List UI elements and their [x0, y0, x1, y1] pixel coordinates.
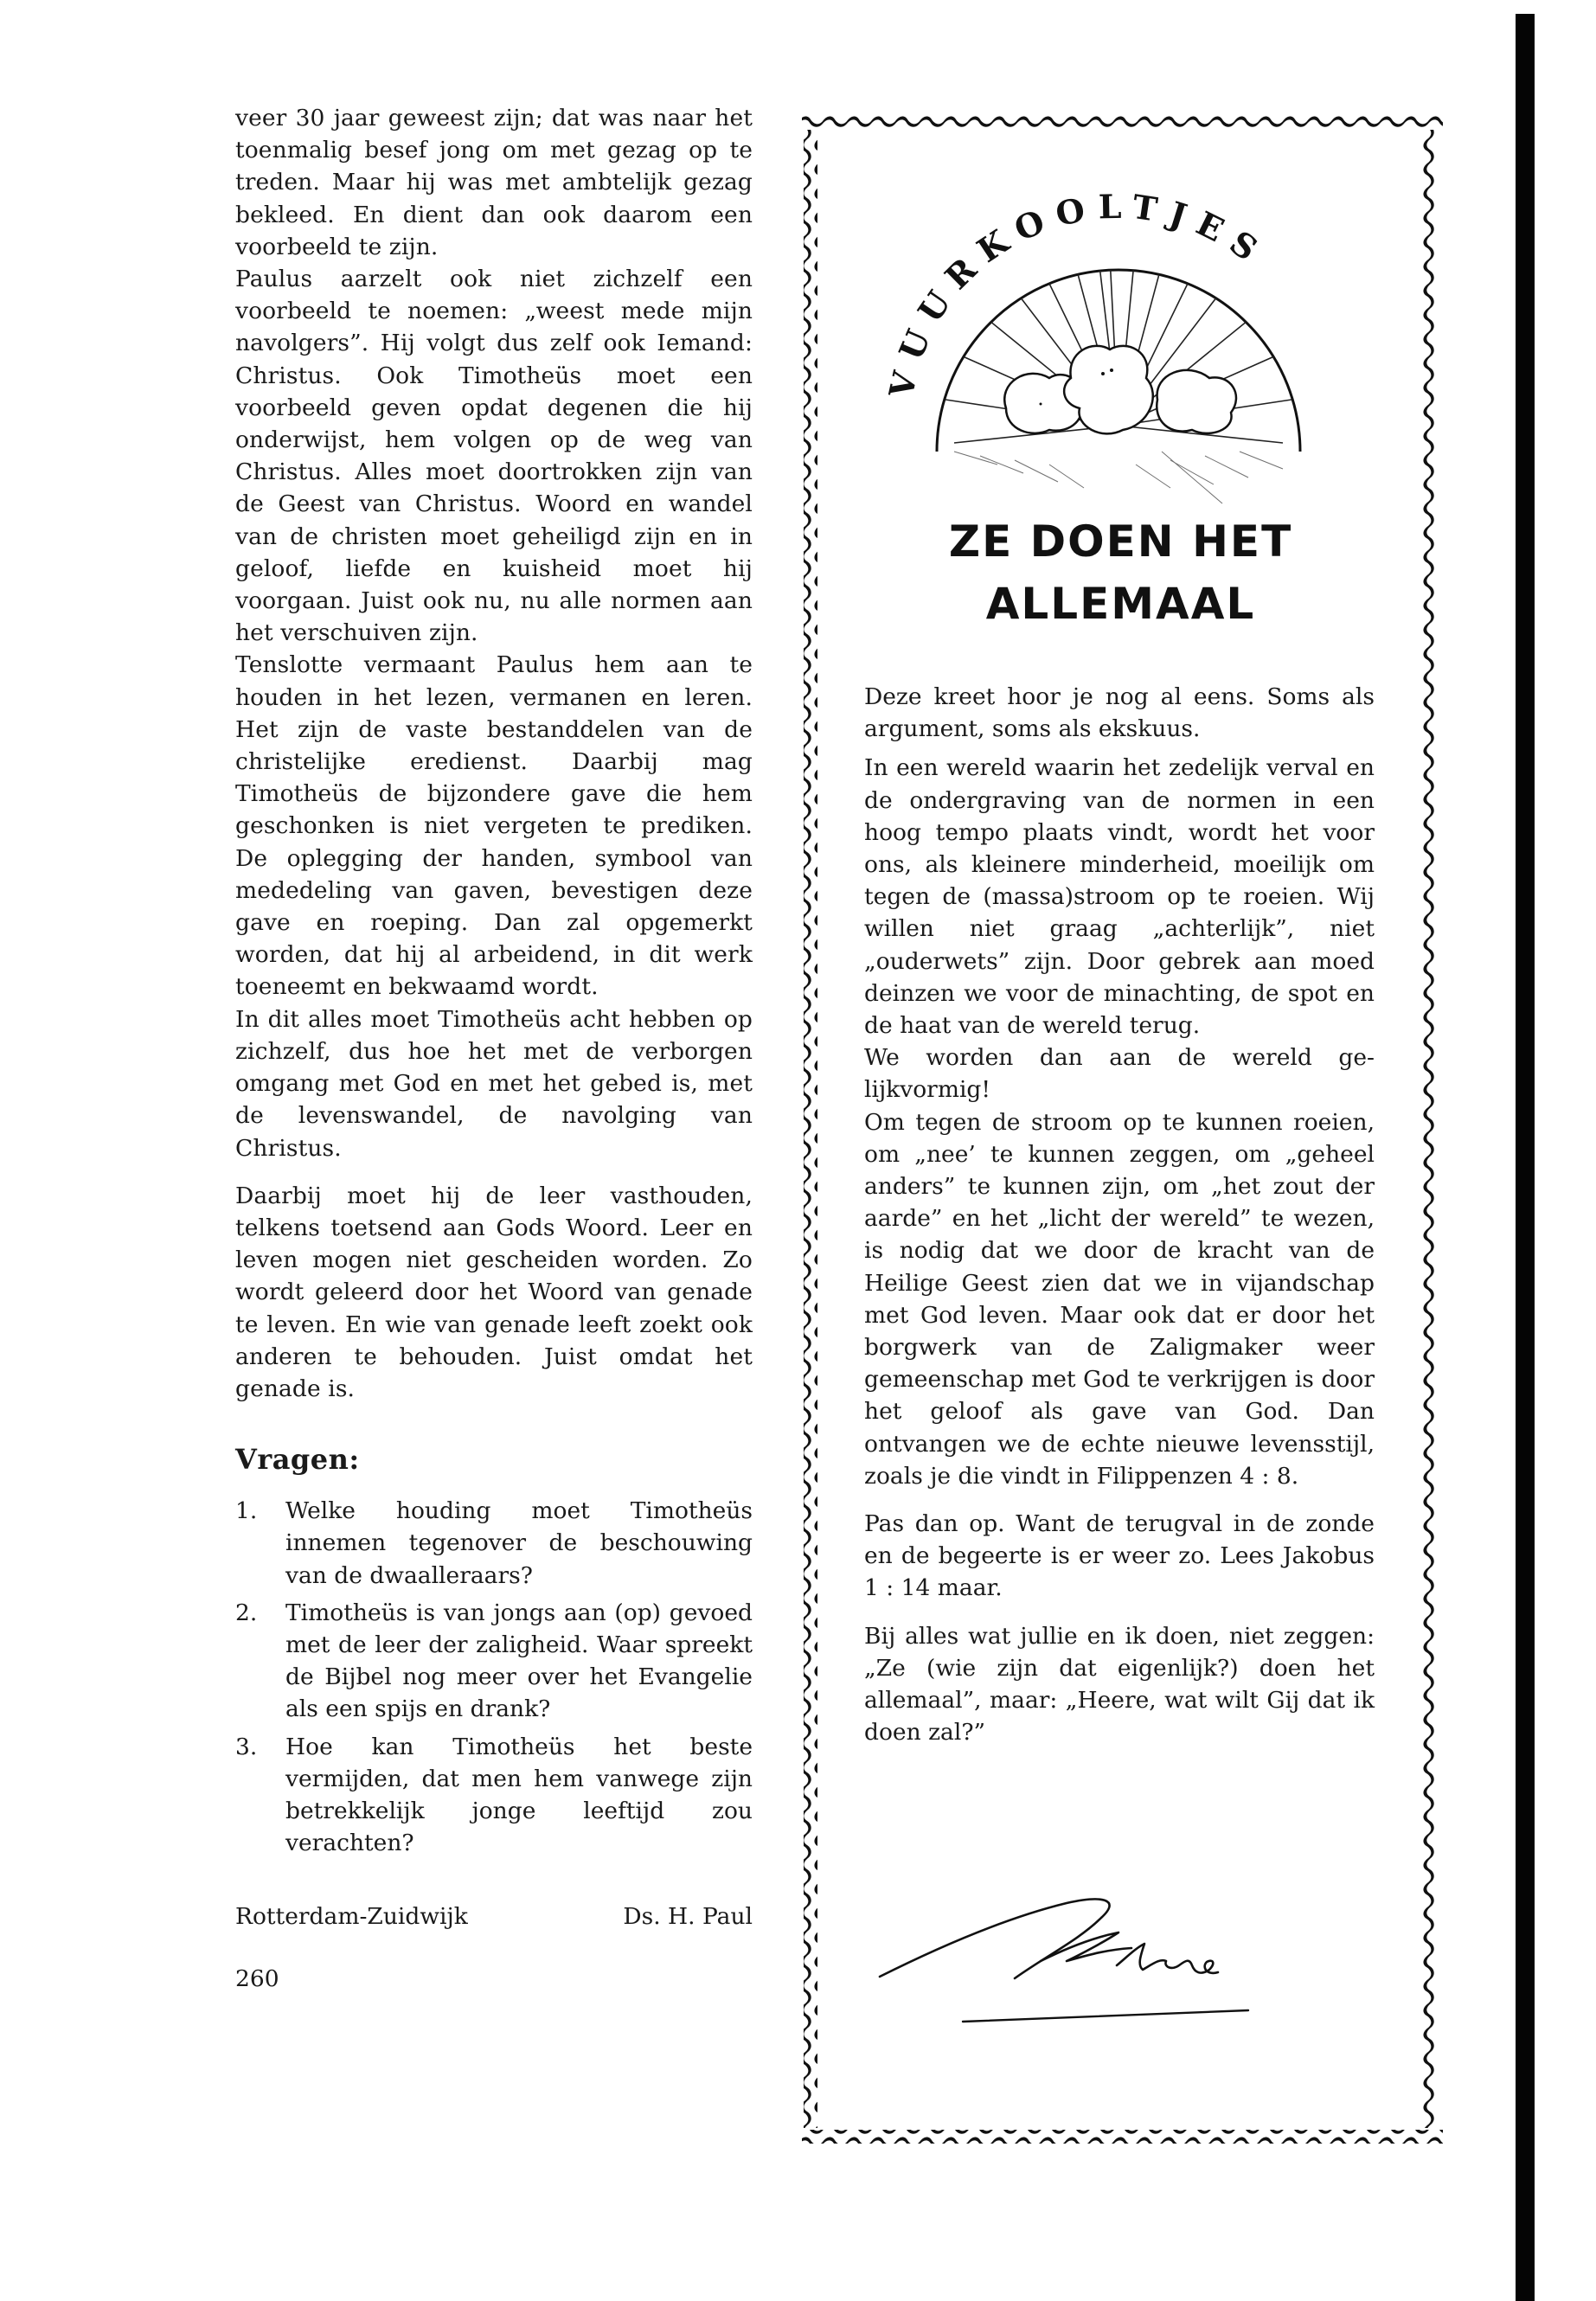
body-paragraph: Om tegen de stroom op te kunnen roeien, om „nee’ te kunnen zeggen, om „geheel anders” te kunnen zijn, om „het zout der aarde” en het „licht der wereld” te wezen, is nodig dat we door de kracht van de Heilige Geest zien dat we in vijandschap met God leven. Maar ook dat er door het borgwerk van de Zaligmaker weer gemeenschap met God te verkrijgen is door het geloof als gave van God. Dan ontvangen we de echte nieuwe levensstijl, zoals je die vindt in Filippenzen 4 : 8. [864, 1108, 1375, 1490]
right-body [864, 681, 1375, 1749]
body-paragraph: Paulus aarzelt ook niet zichzelf een voorbeeld te noemen: „weest mede mijn navolgers”. Hij volgt dus zelf ook Iemand: Christus. Ook Timotheüs moet een voorbeeld geven opdat degenen die hij onderwijst, hem volgen op de weg van Christus. Alles moet doortrokken zijn van de Geest van Christus. Woord en wandel van de christen moet geheiligd zijn en in geloof, liefde en kuisheid moet hij voorgaan. Juist ook nu, nu alle normen aan het verschuiven zijn. [235, 266, 753, 647]
question-item [235, 1495, 753, 1592]
questions-heading: Vragen: [235, 1443, 360, 1477]
body-paragraph: Daarbij moet hij de leer vasthouden, telkens toetsend aan Gods Woord. Leer en leven mogen niet gescheiden worden. Zo wordt geleerd door het Woord van genade te leven. En wie van genade leeft zoekt ook anderen te behouden. Juist omdat het genade is. [235, 1182, 753, 1402]
byline-place: Rotterdam-Zuidwijk [235, 1903, 468, 1931]
headline-line-1: ZE DOEN HET [948, 516, 1293, 567]
body-paragraph: Pas dan op. Want de terugval in de zonde en de begeerte is er weer zo. Lees Jakobus 1 : 14 maar. [864, 1510, 1375, 1602]
body-paragraph: Tenslotte vermaant Paulus hem aan te houden in het lezen, vermanen en leren. Het zijn de vaste bestanddelen van de christelijke eredienst. Daarbij mag Timotheüs de bijzondere gave die hem geschonken is niet vergeten te prediken. De oplegging der handen, symbool van mededeling van gaven, bevestigen deze gave en roeping. Dan zal opgemerkt worden, dat hij al arbeidend, in dit werk toeneemt en bekwaamd wordt. [235, 651, 753, 1001]
vuurkooltjes-box [798, 114, 1443, 2147]
vuurkooltjes-logo [876, 166, 1361, 512]
question-item [235, 1731, 753, 1860]
question-text: Timotheüs is van jongs aan (op) gevoed met de leer der zaligheid. Waar spreekt de Bijbel nog meer over het Evangelie als een spijs en drank? [285, 1599, 753, 1723]
question-item [235, 1597, 753, 1726]
question-text: Welke houding moet Timotheüs innemen tegenover de beschouwing van de dwaalleraars? [285, 1497, 753, 1589]
left-column [235, 102, 753, 1992]
scan-edge-bar [1516, 14, 1535, 2301]
page-number: 260 [235, 1965, 279, 1993]
svg-text:VUURKOOLTJES: VUURKOOLTJES [881, 186, 1275, 401]
body-paragraph: In dit alles moet Timotheüs acht hebben op zichzelf, dus hoe het met de verborgen omgang met God en met het gebed is, met de levenswandel, de navolging van Christus. [235, 1005, 753, 1162]
body-paragraph: Deze kreet hoor je nog al eens. Soms als argument, soms als ekskuus. [864, 683, 1375, 743]
body-paragraph: We worden dan aan de wereld gelijkvormig! [864, 1044, 1375, 1104]
body-paragraph: veer 30 jaar geweest zijn; dat was naar het toenmalig besef jong om met gezag op te treden. Maar hij was met ambtelijk gezag bekleed. En dient dan ook daarom een voorbeeld te zijn. [235, 105, 753, 260]
body-paragraph: Bij alles wat jullie en ik doen, niet zeggen: „Ze (wie zijn dat eigenlijk?) doen het allemaal”, maar: „Heere, wat wilt Gij dat ik doen zal?” [864, 1622, 1375, 1747]
byline [235, 1900, 753, 1932]
question-number: 1. [235, 1497, 258, 1525]
question-number: 3. [235, 1733, 258, 1760]
handwritten-signature [868, 1879, 1317, 2035]
question-number: 2. [235, 1599, 258, 1626]
headline-line-2: ALLEMAAL [985, 579, 1256, 629]
questions-list [235, 1495, 753, 1859]
byline-author: Ds. H. Paul [623, 1903, 753, 1931]
question-text: Hoe kan Timotheüs het beste vermijden, dat men hem vanwege zijn betrekkelijk jonge leeftijd zou verachten? [285, 1733, 753, 1857]
body-paragraph: In een wereld waarin het zedelijk verval en de ondergraving van de normen in een hoog tempo plaats vindt, wordt het voor ons, als kleinere minderheid, moeilijk om tegen de (massa)stroom op te roeien. Wij willen niet graag „achterlijk”, niet „ouderwets” zijn. Door gebrek aan moed deinzen we voor de minachting, de spot en de haat van de wereld terug. [864, 754, 1375, 1040]
